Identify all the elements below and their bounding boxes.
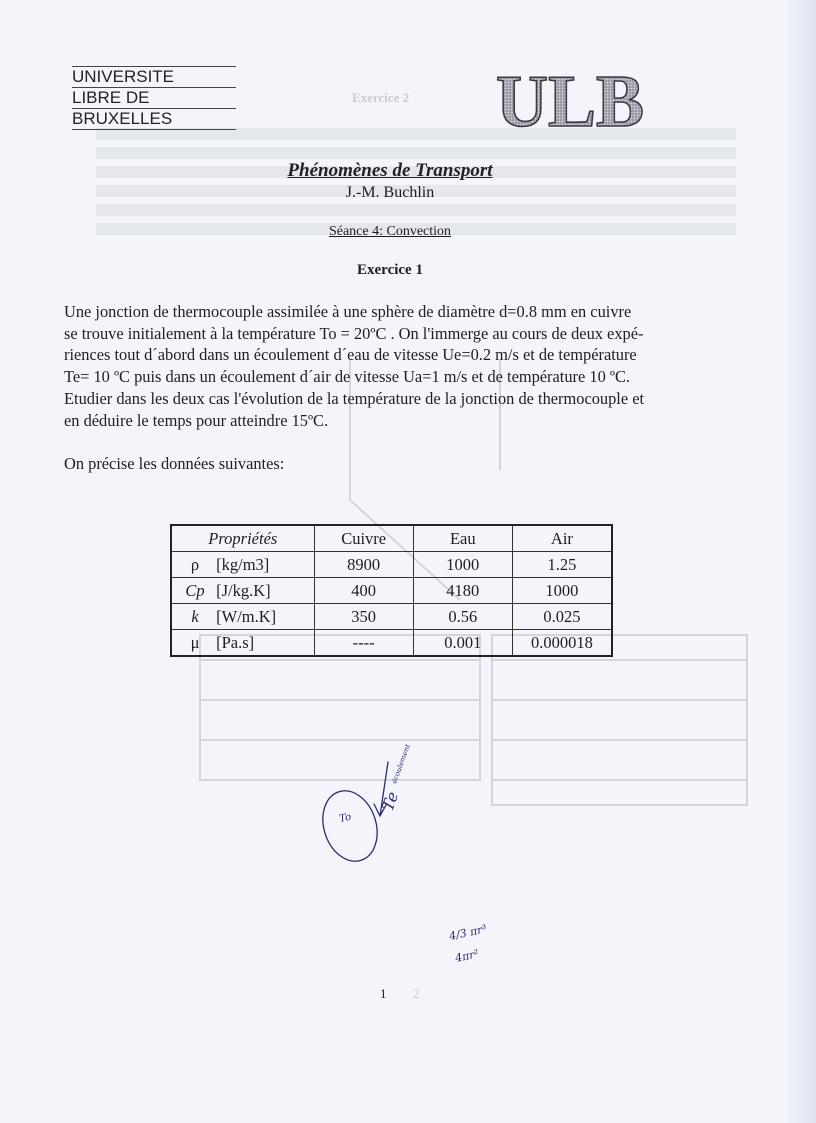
university-name <box>72 66 236 130</box>
exercise-statement <box>64 301 724 431</box>
page-number: 1 <box>380 986 387 1001</box>
table-cell: ---- <box>314 630 413 657</box>
ulb-logo-text: ULB <box>496 66 644 136</box>
table-cell: 8900 <box>314 552 413 578</box>
table-row <box>171 578 612 604</box>
property-symbol: Cp <box>185 580 205 600</box>
arrow-note: écoulement <box>390 743 412 785</box>
data-intro: On précise les données suivantes: <box>64 454 285 473</box>
table-cell: 400 <box>314 578 413 604</box>
table-cell: 1.25 <box>512 552 612 578</box>
table-cell: 4180 <box>413 578 512 604</box>
handwritten-sketch <box>300 740 500 980</box>
property-cell <box>171 604 314 630</box>
sphere-sketch <box>314 784 386 869</box>
table-row <box>171 552 612 578</box>
university-line-1: UNIVERSITE <box>72 66 236 87</box>
exercise-title: Exercice 1 <box>357 262 423 278</box>
statement-line: en déduire le temps pour atteindre 15ºC. <box>64 410 329 430</box>
formula-top: 4/3 πr³ <box>447 922 488 943</box>
property-symbol: k <box>191 606 199 626</box>
table-header-cell: Propriétés <box>171 525 314 552</box>
property-unit: [W/m.K] <box>216 606 277 626</box>
property-unit: [Pa.s] <box>216 632 255 652</box>
formula-bottom: 4πr² <box>453 947 481 965</box>
author: J.-M. Buchlin <box>345 184 435 201</box>
statement-line: Etudier dans les deux cas l'évolution de la température de la jonction de thermocouple et <box>64 388 645 408</box>
table-cell: 0.001 <box>413 630 512 657</box>
table-cell: 0.025 <box>512 604 612 630</box>
table-cell: 0.56 <box>413 604 512 630</box>
property-cell <box>171 630 314 657</box>
bleed-page-number: 2 <box>413 986 420 1001</box>
property-cell <box>171 552 314 578</box>
table-header-cell: Cuivre <box>314 525 413 552</box>
table-cell: 1000 <box>413 552 512 578</box>
table-row <box>171 630 612 657</box>
statement-line: Te= 10 ºC puis dans un écoulement d´air de vitesse Ua=1 m/s et de température 10 ºC. <box>64 367 630 387</box>
session-title: Séance 4: Convection <box>328 224 452 239</box>
arrow-label: Te <box>377 789 403 814</box>
university-line-3: BRUXELLES <box>72 108 236 130</box>
table-header-cell: Air <box>512 525 612 552</box>
ulb-logo <box>492 66 648 136</box>
university-line-2: LIBRE DE <box>72 87 236 108</box>
properties-table <box>170 524 613 657</box>
property-symbol: ρ <box>190 554 200 574</box>
property-symbol: μ <box>190 632 200 652</box>
property-unit: [kg/m3] <box>216 554 270 574</box>
page-edge <box>788 0 816 1123</box>
statement-line: se trouve initialement à la température To = 20ºC . On l'immerge au cours de deux expé- <box>64 323 644 343</box>
statement-line: riences tout d´abord dans un écoulement d´eau de vitesse Ue=0.2 m/s et de température <box>64 345 637 365</box>
sphere-label: To <box>338 811 353 825</box>
table-cell: 350 <box>314 604 413 630</box>
bleed-text-line <box>96 147 736 159</box>
property-unit: [J/kg.K] <box>216 580 271 600</box>
table-header-row <box>171 525 612 552</box>
table-header-cell: Eau <box>413 525 512 552</box>
course-title: Phénomènes de Transport <box>287 160 493 181</box>
table-row <box>171 604 612 630</box>
property-cell <box>171 578 314 604</box>
table-cell: 0.000018 <box>512 630 612 657</box>
statement-line: Une jonction de thermocouple assimilée à une sphère de diamètre d=0.8 mm en cuivre <box>64 302 632 321</box>
bleed-text-line <box>96 204 736 216</box>
bleed-heading: Exercice 2 <box>352 90 410 105</box>
table-cell: 1000 <box>512 578 612 604</box>
